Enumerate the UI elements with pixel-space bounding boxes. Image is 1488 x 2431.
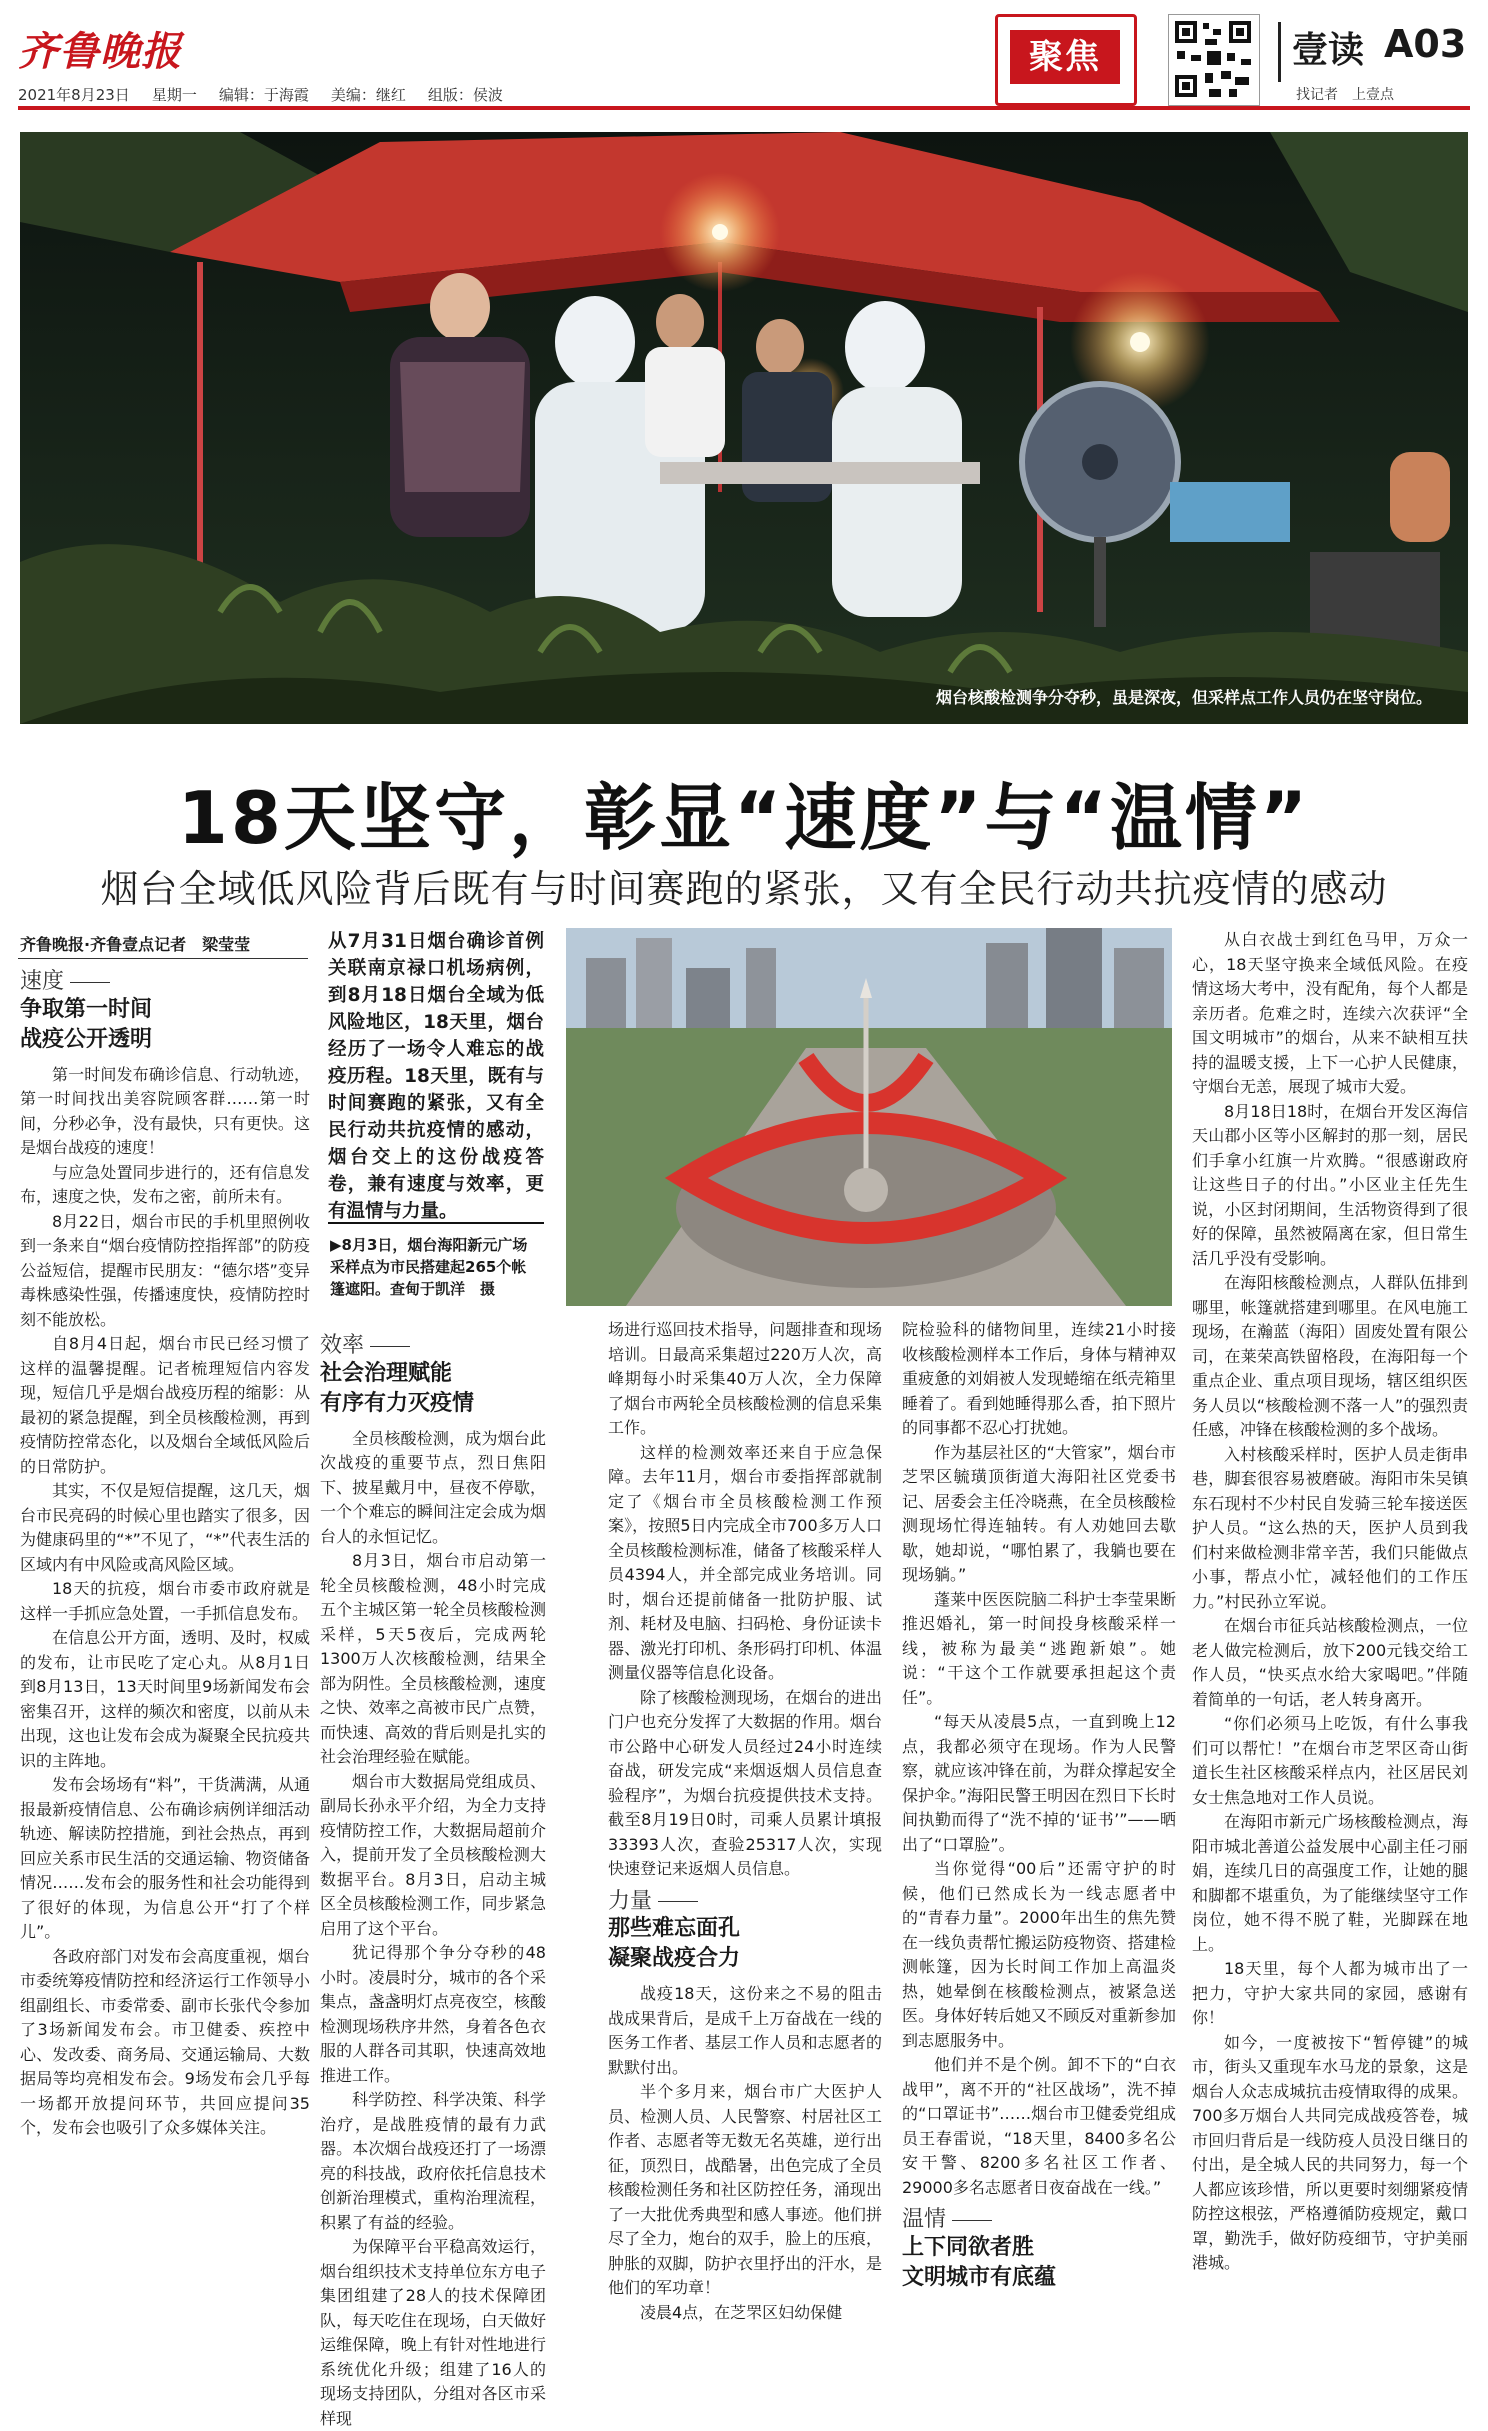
lead-photo-caption: 烟台核酸检测争分夺秒，虽是深夜，但采样点工作人员仍在坚守岗位。 (935, 688, 1432, 707)
night-testing-scene (20, 132, 1468, 724)
section-title-warmth: 上下同欲者胜 文明城市有底蕴 (902, 2234, 1057, 2290)
section-badge: 聚焦 (1010, 30, 1120, 84)
photo2-caption: ▶8月3日，烟台海阳新元广场采样点为市民搭建起265个帐篷遮阳。查甸于凯洋 摄 (330, 1236, 528, 1298)
newspaper-logo: 齐鲁晚报 (18, 28, 182, 75)
byline-rule (18, 958, 308, 959)
paragraph: 为保障平台平稳高效运行，烟台组织技术支持单位东方电子集团组建了28人的技术保障团队，每天吃住在现场，白天做好运维保障，晚上有针对性地进行系统优化升级；组建了16人的现场支持团队，分组对各区市采样现 (320, 2237, 546, 2428)
qr-code-icon[interactable] (1168, 14, 1260, 106)
issue-weekday: 星期一 (151, 86, 197, 104)
paragraph: 这样的检测效率还来自于应急保障。去年11月，烟台市委指挥部就制定了《烟台市全员核酸检测工作预案》，按照5日内完成全市700多万人口全员核酸检测标准，储备了核酸采样人员4394人，并全部完成业务培训。同时，烟台还提前储备一批防护服、试剂、耗材及电脑、扫码枪、身份证读卡器、激光打印机、条形码打印机、体温测量仪器等信息化设备。 (608, 1442, 882, 1682)
reporter-tag: 找记者 上壹点 (1296, 87, 1394, 103)
editor-credit: 编辑：于海霞 (218, 86, 309, 104)
paragraph: 当你觉得“00后”还需守护的时候，他们已然成长为一线志愿者中的“青春力量”。2000年出生的焦先赞在一线负责帮忙搬运防疫物资、搭建检测帐篷，因为长时间工作加上高温炎热，她晕倒在核酸检测点，被紧急送医。身体好转后她又不顾反对重新参加到志愿服务中。 (902, 1859, 1176, 2050)
paragraph: 作为基层社区的“大管家”，烟台市芝罘区毓璜顶街道大海阳社区党委书记、居委会主任冷晓燕，在全员核酸检测现场忙得连轴转。有人劝她回去歇歇，她却说，“哪怕累了，我躺也要在现场躺。” (902, 1442, 1176, 1584)
section-title-strength: 那些难忘面孔 凝聚战疫合力 (608, 1916, 741, 1971)
paragraph: 发布会场场有“料”，干货满满，从通报最新疫情信息、公布确诊病例详细活动轨迹、解读防控措施，到社会热点，再到回应关系市民生活的交通运输、物资储备情况……发布会的服务性和社会功能得到了很好的体现，为信息公开“打了个样儿”。 (20, 1775, 310, 1941)
section-title-speed: 争取第一时间 战疫公开透明 (20, 996, 153, 1052)
lead-photo (20, 132, 1468, 724)
paragraph: 在信息公开方面，透明、及时，权威的发布，让市民吃了定心丸。从8月1日到8月13日，13天时间里9场新闻发布会密集召开，这样的频次和密度，以前从未出现，这也让发布会成为凝聚全民抗疫共识的主阵地。 (20, 1628, 310, 1770)
read-label: 壹读 (1292, 30, 1365, 71)
square-aerial-photo (566, 928, 1172, 1306)
paragraph: 半个多月来，烟台市广大医护人员、检测人员、人民警察、村居社区工作者、志愿者等无数无名英雄，逆行出征，顶烈日，战酷暑，出色完成了全员核酸检测任务和社区防控任务，涌现出了一大批优秀典型和感人事迹。他们拼尽了全力，炮台的双手，脸上的压痕，肿胀的双脚，防护衣里抒出的汗水，是他们的军功章！ (608, 2082, 882, 2297)
section-tag-speed: 速度 (20, 970, 310, 995)
subheadline: 烟台全域低风险背后既有与时间赛跑的紧张，又有全民行动共抗疫情的感动 (100, 867, 1388, 911)
paragraph: 在烟台市征兵站核酸检测点，一位老人做完检测后，放下200元钱交给工作人员，“快买点水给大家喝吧。”伴随着简单的一句话，老人转身离开。 (1192, 1616, 1468, 1709)
section-tag-strength: 力量 (608, 1890, 882, 1915)
paragraph: 其实，不仅是短信提醒，这几天，烟台市民亮码的时候心里也踏实了很多，因为健康码里的“*”不见了，“*”代表生活的区域内有中风险或高风险区域。 (20, 1481, 310, 1574)
paragraph: 凌晨4点，在芝罘区妇幼保健 (640, 2302, 843, 2322)
paragraph: 烟台市大数据局党组成员、副局长孙永平介绍，为全力支持疫情防控工作，大数据局超前介入，提前开发了全员核酸检测大数据平台。8月3日，启动主城区全员核酸检测工作，同步紧急启用了这个平台。 (320, 1771, 546, 1938)
section-tag-warmth: 温情 (902, 2208, 1176, 2233)
column-5 (1192, 928, 1468, 2276)
paragraph: 与应急处置同步进行的，还有信息发布，速度之快，发布之密，前所未有。 (20, 1162, 310, 1206)
paragraph: 8月3日，烟台市启动第一轮全员核酸检测，48小时完成五个主城区第一轮全员核酸检测采样，5天5夜后，完成两轮1300万人次核酸检测，结果全部为阴性。全员核酸检测，速度之快、效率之高被市民广点赞，而快速、高效的背后则是扎实的社会治理经验在赋能。 (320, 1551, 546, 1766)
column-2 (320, 1326, 546, 2431)
masthead-divider (1278, 22, 1281, 82)
header-rule (18, 106, 1470, 110)
headline: 18天坚守，彰显“速度”与“温情” (177, 776, 1311, 860)
dateline (18, 84, 525, 105)
column-4 (902, 1318, 1176, 2301)
paragraph: 第一时间发布确诊信息、行动轨迹，第一时间找出美容院顾客群……第一时间，分秒必争，没有最快，只有更快。这是烟台战疫的速度！ (20, 1064, 310, 1157)
paragraph: 全员核酸检测，成为烟台此次战疫的重要节点，烈日焦阳下、披星戴月中，昼夜不停歇，一个个难忘的瞬间注定会成为烟台人的永恒记忆。 (320, 1428, 546, 1546)
column-3 (608, 1318, 882, 2325)
aerial-square-scene (566, 928, 1172, 1306)
paragraph: 犹记得那个争分夺秒的48小时。凌晨时分，城市的各个采集点，盏盏明灯点亮夜空，核酸检测现场秩序井然，身着各色衣服的人群各司其职，快速高效地推进工作。 (320, 1943, 546, 2085)
page-number: A03 (1384, 22, 1467, 66)
paragraph: 18天的抗疫，烟台市委市政府就是这样一手抓应急处置，一手抓信息发布。 (20, 1579, 310, 1623)
paragraph: 自8月4日起，烟台市民已经习惯了这样的温馨提醒。记者梳理短信内容发现，短信几乎是烟台战疫历程的缩影：从最初的紧急提醒，到全员核酸检测，再到疫情防控常态化，以及烟台全域低风险后的日常防护。 (20, 1334, 310, 1476)
paragraph: 战疫18天，这份来之不易的阻击战成果背后，是成千上万奋战在一线的医务工作者、基层工作人员和志愿者的默默付出。 (608, 1984, 882, 2077)
paragraph: 入村核酸采样时，医护人员走街串巷，脚套很容易被磨破。海阳市朱吴镇东石现村不少村民自发骑三轮车接送医护人员。“这么热的天，医护人员到我们村来做检测非常辛苦，我们只能做点小事，帮点小忙，减轻他们的工作压力。”村民孙立军说。 (1192, 1444, 1468, 1611)
paragraph: 18天里，每个人都为城市出了一把力，守护大家共同的家园，感谢有你！ (1192, 1959, 1468, 2027)
paragraph: “每天从凌晨5点，一直到晚上12点，我都必须守在现场。作为人民警察，就应该冲锋在前，为群众撑起安全保护伞。”海阳民警王明因在烈日下长时间执勤而得了“洗不掉的‘证书’”——晒出了“口罩脸”。 (902, 1712, 1176, 1854)
designer-credit: 美编：继红 (330, 86, 406, 104)
paragraph: 在海阳核酸检测点，人群队伍排到哪里，帐篷就搭建到哪里。在风电施工现场，在瀚蓝（海阳）固废处置有限公司，在莱荣高铁留格段，在海阳每一个重点企业、重点项目现场，辖区组织医务人员以“核酸检测不落一人”的强烈责任感，冲锋在核酸检测的多个战场。 (1192, 1273, 1468, 1439)
lead-rule (328, 1222, 544, 1224)
paragraph: 科学防控、科学决策、科学治疗，是战胜疫情的最有力武器。本次烟台战疫还打了一场漂亮的科技战，政府依托信息技术创新治理模式，重构治理流程，积累了有益的经验。 (320, 2090, 546, 2232)
section-tag-efficiency: 效率 (320, 1334, 546, 1359)
paragraph: “你们必须马上吃饭，有什么事我们可以帮忙！”在烟台市芝罘区奇山街道长生社区核酸采样点内，社区居民刘女士焦急地对工作人员说。 (1192, 1714, 1468, 1807)
section-title-efficiency: 社会治理赋能 有序有力灭疫情 (320, 1360, 475, 1416)
issue-date: 2021年8月23日 (18, 86, 130, 104)
paragraph: 8月22日，烟台市民的手机里照例收到一条来自“烟台疫情防控指挥部”的防疫公益短信，提醒市民朋友：“德尔塔”变异毒株感染性强，传播速度快，疫情防控时刻不能放松。 (20, 1211, 310, 1329)
paragraph: 院检验科的储物间里，连续21小时接收核酸检测样本工作后，身体与精神双重疲惫的刘娟被人发现蜷缩在纸壳箱里睡着了。看到她睡得那么香，拍下照片的同事都不忍心打扰她。 (902, 1320, 1176, 1437)
column-1 (20, 962, 310, 2141)
paragraph: 如今，一度被按下“暂停键”的城市，街头又重现车水马龙的景象，这是烟台人众志成城抗击疫情取得的成果。700多万烟台人共同完成战疫答卷，城市回归背后是一线防疫人员没日继日的付出，是全城人民的共同努力，每一个人都应该珍惜，所以更要时刻绷紧疫情防控这根弦，严格遵循防疫规定，戴口罩，勤洗手，做好防疫细节，守护美丽港城。 (1192, 2032, 1468, 2272)
paragraph: 蓬莱中医医院脑二科护士李莹果断推迟婚礼，第一时间投身核酸采样一线，被称为最美“逃跑新娘”。她说：“干这个工作就要承担起这个责任”。 (902, 1589, 1176, 1707)
lead-summary: 从7月31日烟台确诊首例关联南京禄口机场病例，到8月18日烟台全域为低风险地区，18天里，烟台经历了一场令人难忘的战疫历程。18天里，既有与时间赛跑的紧张，又有全民行动共抗疫情的感动，烟台交上的这份战疫答卷，兼有速度与效率，更有温情与力量。 (328, 931, 544, 1222)
paragraph: 从白衣战士到红色马甲，万众一心，18天坚守换来全域低风险。在疫情这场大考中，没有配角，每个人都是亲历者。危难之时，连续六次获评“全国文明城市”的烟台，从来不缺相互扶持的温暖支援，上下一心护人民健康，守烟台无恙，展现了城市大爱。 (1192, 930, 1468, 1096)
paragraph: 场进行巡回技术指导，问题排查和现场培训。日最高采集超过220万人次，高峰期每小时采集40万人次，全力保障了烟台市两轮全员核酸检测的信息采集工作。 (608, 1320, 882, 1437)
paragraph: 除了核酸检测现场，在烟台的进出门户也充分发挥了大数据的作用。烟台市公路中心研发人员经过24小时连续奋战，研发完成“来烟返烟人员信息查验程序”，为烟台抗疫提供技术支持。截至8月19日0时，司乘人员累计填报33393人次，查验25317人次，实现快速登记来返烟人员信息。 (608, 1687, 882, 1878)
byline: 齐鲁晚报·齐鲁壹点记者 梁莹莹 (20, 935, 251, 954)
paragraph: 在海阳市新元广场核酸检测点，海阳市城北善道公益发展中心副主任刁丽娟，连续几日的高强度工作，让她的腿和脚都不堪重负，为了能继续坚守工作岗位，她不得不脱了鞋，光脚踩在地上。 (1192, 1812, 1468, 1954)
layout-credit: 组版：侯波 (427, 86, 503, 104)
paragraph: 8月18日18时，在烟台开发区海信天山郡小区等小区解封的那一刻，居民们手拿小红旗一片欢腾。“很感谢政府让这些日子的付出。”小区业主任先生说，小区封闭期间，生活物资得到了很好的保障，虽然被隔离在家，但日常生活几乎没有受影响。 (1192, 1101, 1468, 1268)
paragraph: 各政府部门对发布会高度重视，烟台市委统筹疫情防控和经济运行工作领导小组副组长、市委常委、副市长张代令参加了3场新闻发布会。市卫健委、疾控中心、发改委、商务局、交通运输局、大数据局等均亮相发布会。9场发布会几乎每一场都开放提问环节，共回应提问35个，发布会也吸引了众多媒体关注。 (20, 1946, 310, 2137)
paragraph: 他们并不是个例。卸不下的“白衣战甲”，离不开的“社区战场”，洗不掉的“口罩证书”……烟台市卫健委党组成员王春雷说，“18天里，8400多名公安干警、8200多名社区工作者、29000多名志愿者日夜奋战在一线。” (902, 2055, 1176, 2197)
